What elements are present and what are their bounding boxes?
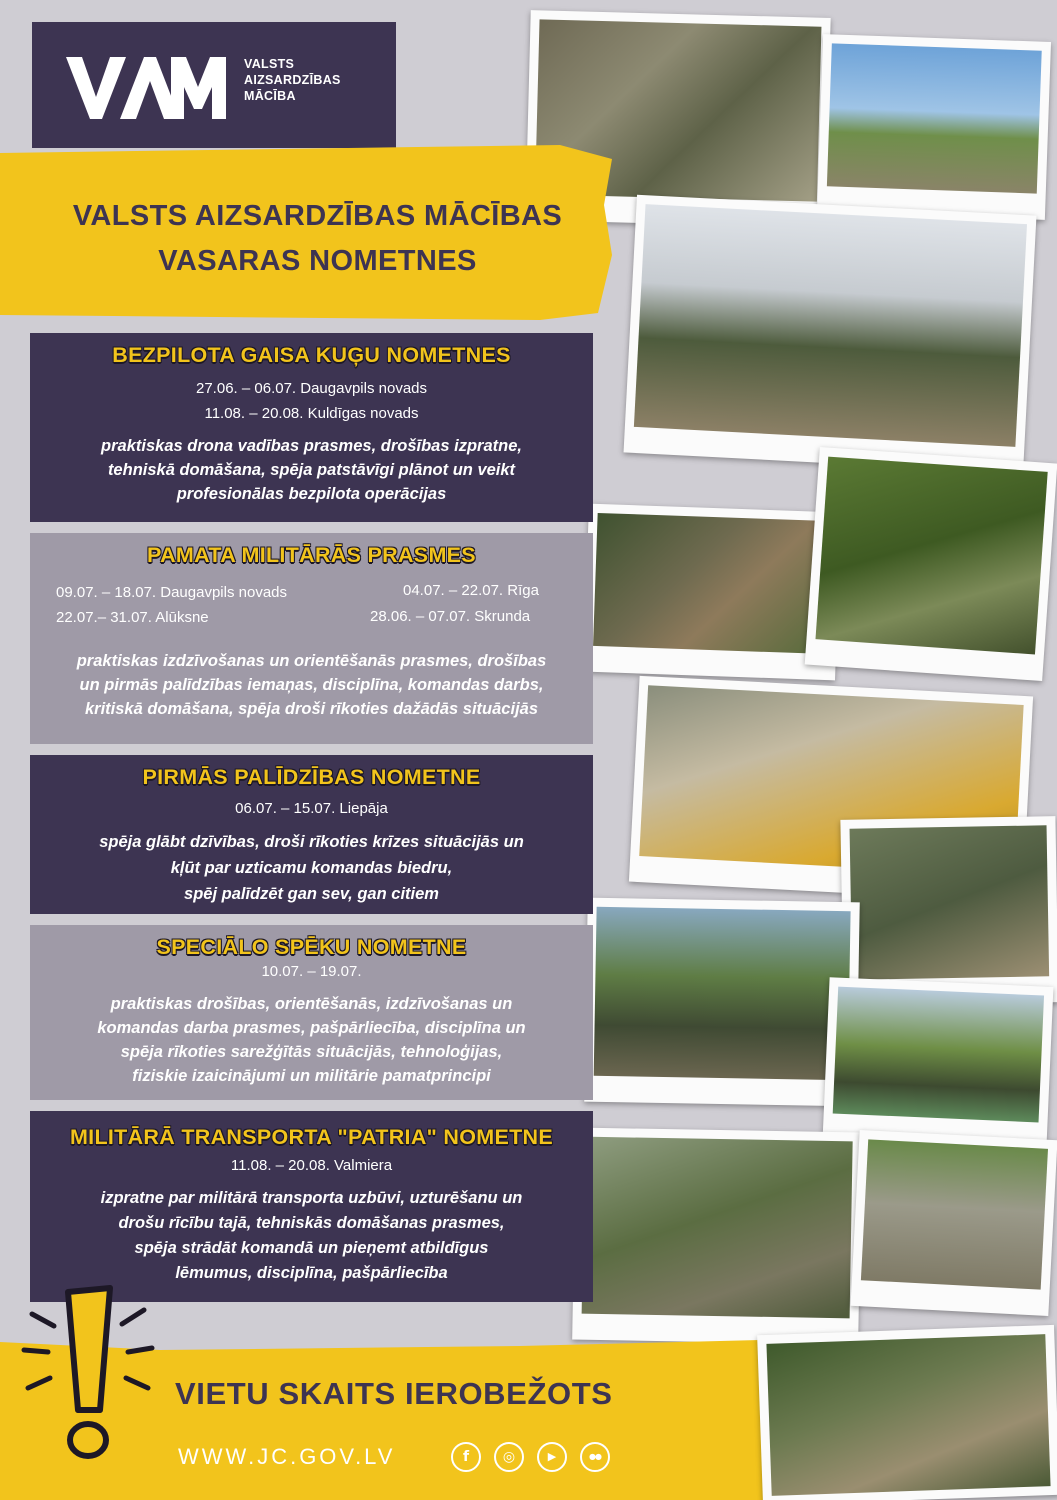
photo-shooting-range <box>823 977 1054 1149</box>
photo-team-forest <box>757 1325 1057 1500</box>
camp-desc-line: drošu rīcību tajā, tehniskās domāšanas prasmes, <box>118 1214 505 1232</box>
camp-date: 27.06. – 06.07. Daugavpils novads <box>196 380 427 397</box>
facebook-icon[interactable]: f <box>451 1442 481 1472</box>
camp-desc-line: spēja rīkoties sarežģītās situācijās, tehnoloģijas, <box>120 1043 503 1061</box>
youtube-icon[interactable]: ▶ <box>537 1442 567 1472</box>
camp-title: PAMATA MILITĀRĀS PRASMES <box>147 543 476 567</box>
logo-text <box>244 56 341 104</box>
camp-card-patria <box>30 1111 593 1302</box>
limited-places-notice: VIETU SKAITS IEROBEŽOTS <box>175 1376 613 1411</box>
logo-line-3: MĀCĪBA <box>244 89 296 103</box>
camp-card-basic-military <box>30 533 593 744</box>
vam-logo-icon <box>66 57 231 119</box>
camp-desc-line: kritiskā domāšana, spēja droši rīkoties dažādās situācijās <box>84 700 539 718</box>
page-title-line-2: VASARAS NOMETNES <box>158 245 477 277</box>
photo-field-digging <box>583 504 841 681</box>
camp-date: 28.06. – 07.07. Skrunda <box>370 608 531 625</box>
camp-date: 06.07. – 15.07. Liepāja <box>235 800 388 817</box>
exclamation-icon <box>18 1280 158 1470</box>
camp-desc-line: spēja glābt dzīvības, droši rīkoties krīzes situācijās un <box>99 833 524 851</box>
camp-date: 11.08. – 20.08. Kuldīgas novads <box>204 405 419 422</box>
photo-stretcher <box>851 1130 1057 1316</box>
page-title-line-1: VALSTS AIZSARDZĪBAS MĀCĪBAS <box>72 200 563 232</box>
photo-camouflage-forest <box>805 447 1057 681</box>
camp-date: 09.07. – 18.07. Daugavpils novads <box>56 584 287 601</box>
logo-box <box>32 22 396 148</box>
camp-desc-line: spēj palīdzēt gan sev, gan citiem <box>184 885 439 903</box>
camp-title: SPECIĀLO SPĒKU NOMETNE <box>156 935 467 959</box>
camp-desc-line: spēja strādāt komandā un pieņemt atbildīgus <box>134 1239 489 1257</box>
logo-line-2: AIZSARDZĪBAS <box>244 73 341 87</box>
camp-desc-line: komandas darba prasmes, pašpārliecība, disciplīna un <box>97 1019 526 1037</box>
camp-desc-line: un pirmās palīdzības iemaņas, disciplīna, komandas darbs, <box>79 676 544 694</box>
logo-line-1: VALSTS <box>244 57 295 71</box>
camp-card-first-aid <box>30 755 593 914</box>
instagram-icon[interactable]: ◎ <box>494 1442 524 1472</box>
camp-desc-line: lēmumus, disciplīna, pašpārliecība <box>175 1264 448 1282</box>
camp-date: 22.07.– 31.07. Alūksne <box>56 609 209 626</box>
camp-title: PIRMĀS PALĪDZĪBAS NOMETNE <box>142 765 481 789</box>
flickr-icon[interactable]: ●● <box>580 1442 610 1472</box>
camp-date: 11.08. – 20.08. Valmiera <box>230 1157 393 1174</box>
camp-desc-line: kļūt par uzticamu komandas biedru, <box>170 859 453 877</box>
photo-radio-operator <box>817 34 1051 220</box>
camp-date: 04.07. – 22.07. Rīga <box>403 582 539 599</box>
website-link[interactable]: WWW.JC.GOV.LV <box>178 1444 396 1469</box>
photo-forest-march <box>572 1128 862 1345</box>
camp-desc-line: praktiskas izdzīvošanas un orientēšanās prasmes, drošības <box>76 652 547 670</box>
camp-desc-line: tehniskā domāšana, spēja patstāvīgi plānot un veikt <box>107 461 516 479</box>
camp-desc-line: fiziskie izaicinājumi un militārie pamatprincipi <box>132 1067 491 1085</box>
camp-desc-line: izpratne par militārā transporta uzbūvi, uzturēšanu un <box>100 1189 523 1207</box>
camp-title: BEZPILOTA GAISA KUĢU NOMETNES <box>112 343 511 367</box>
photo-helmet-goggles <box>840 816 1057 1006</box>
camp-card-drone <box>30 333 593 522</box>
photo-vehicle <box>584 898 860 1107</box>
camp-card-special-forces <box>30 925 593 1100</box>
photo-drone-soldier <box>624 195 1037 474</box>
camp-title: MILITĀRĀ TRANSPORTA "PATRIA" NOMETNE <box>69 1125 554 1149</box>
camp-date: 10.07. – 19.07. <box>261 963 362 980</box>
camp-desc-line: profesionālas bezpilota operācijas <box>176 485 447 503</box>
camp-desc-line: praktiskas drona vadības prasmes, drošības izpratne, <box>101 437 522 455</box>
camp-desc-line: praktiskas drošības, orientēšanās, izdzīvošanas un <box>110 995 513 1013</box>
